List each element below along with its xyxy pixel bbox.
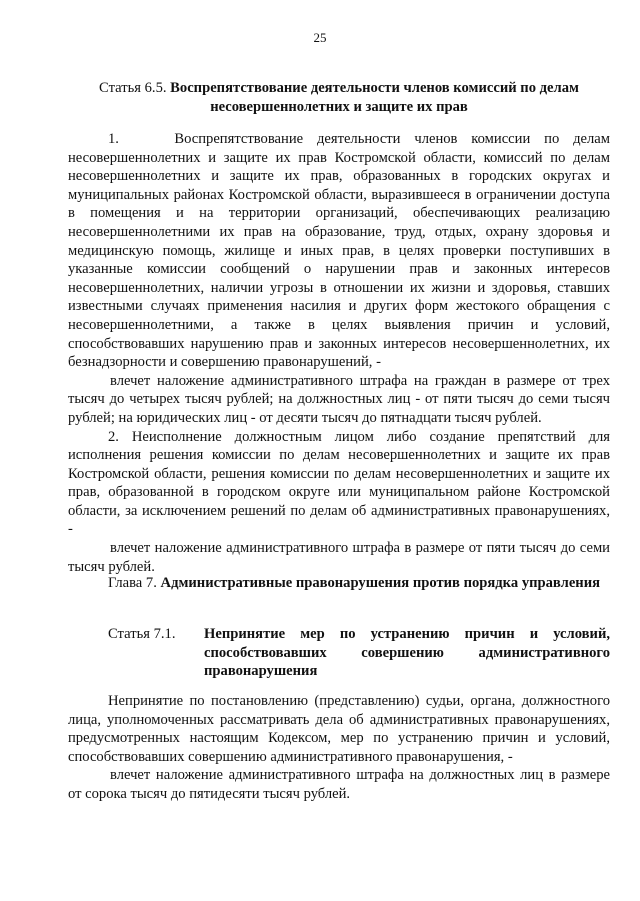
article-6-5-part-1: 1. Воспрепятствование деятельности членов комиссии по делам несовершеннолетних и защите их прав Костромской области, комиссий по делам несовершеннолетних и защите их прав, образованных в городских округах и муниципальных районах Костромской области, выразившееся в ограничении доступа в помещения и на территории организаций, обеспечивающих реализацию несовершеннолетними их прав на образование, труд, отдых, охрану здоровья и медицинскую помощь, жилище и иных прав, в целях проверки поступивших в указанные комиссии сообщений о нарушении прав и законных интересов несовершеннолетних, наличии угрозы в отношении их жизни и здоровья, ставших известными случаях применения насилия и других форм жестокого обращения с несовершеннолетними, а также в целях выявления причин и условий, способствовавших нарушению прав и законных интересов несовершеннолетних, их безнадзорности и совершению правонарушений, - — [68, 131, 610, 371]
page-number: 25 — [313, 30, 327, 45]
article-6-5-part-2-sanction: влечет наложение административного штрафа в размере от пяти тысяч до семи тысяч рублей. — [68, 540, 610, 575]
chapter-7-heading — [108, 574, 610, 593]
article-7-1-body — [68, 692, 610, 804]
chapter-7-label: Глава 7. — [108, 575, 157, 591]
article-7-1-sanction: влечет наложение административного штрафа на должностных лиц в размере от сорока тысяч до пятидесяти тысяч рублей. — [68, 767, 610, 802]
article-6-5-heading — [68, 79, 610, 116]
article-7-1-text: Непринятие по постановлению (представлению) судьи, органа, должностного лица, уполномоченных рассматривать дела об административных правонарушениях, предусмотренных настоящим Кодексом, мер по устранению причин и условий, способствовавших совершению административного правонарушения, - — [68, 693, 610, 765]
article-7-1-title: Непринятие мер по устранению причин и условий, способствовавших совершению административного правонарушения — [204, 626, 610, 680]
article-6-5-part-2: 2. Неисполнение должностным лицом либо создание препятствий для исполнения решения комиссии по делам несовершеннолетних и защите их прав Костромской области, решения комиссии по делам несовершеннолетних и защите их прав, образованной в городском округе или муниципальном районе Костромской области, за исключением решений по делам об административных правонарушениях, - — [68, 428, 610, 538]
article-7-1-label: Статья 7.1. — [108, 626, 176, 642]
article-6-5-part-1-sanction: влечет наложение административного штрафа на граждан в размере от трех тысяч до четырех тысяч рублей; на должностных лиц - от пяти тысяч до семи тысяч рублей; на юридических лиц - от десяти тысяч до пятнадцати тысяч рублей. — [68, 372, 610, 426]
article-6-5-body — [68, 130, 610, 576]
article-7-1-heading — [108, 625, 610, 681]
article-6-5-title: Воспрепятствование деятельности членов комиссий по делам несовершеннолетних и защите их прав — [170, 80, 579, 115]
article-6-5-label: Статья 6.5. — [99, 80, 167, 96]
chapter-7-title: Административные правонарушения против порядка управления — [160, 575, 601, 591]
